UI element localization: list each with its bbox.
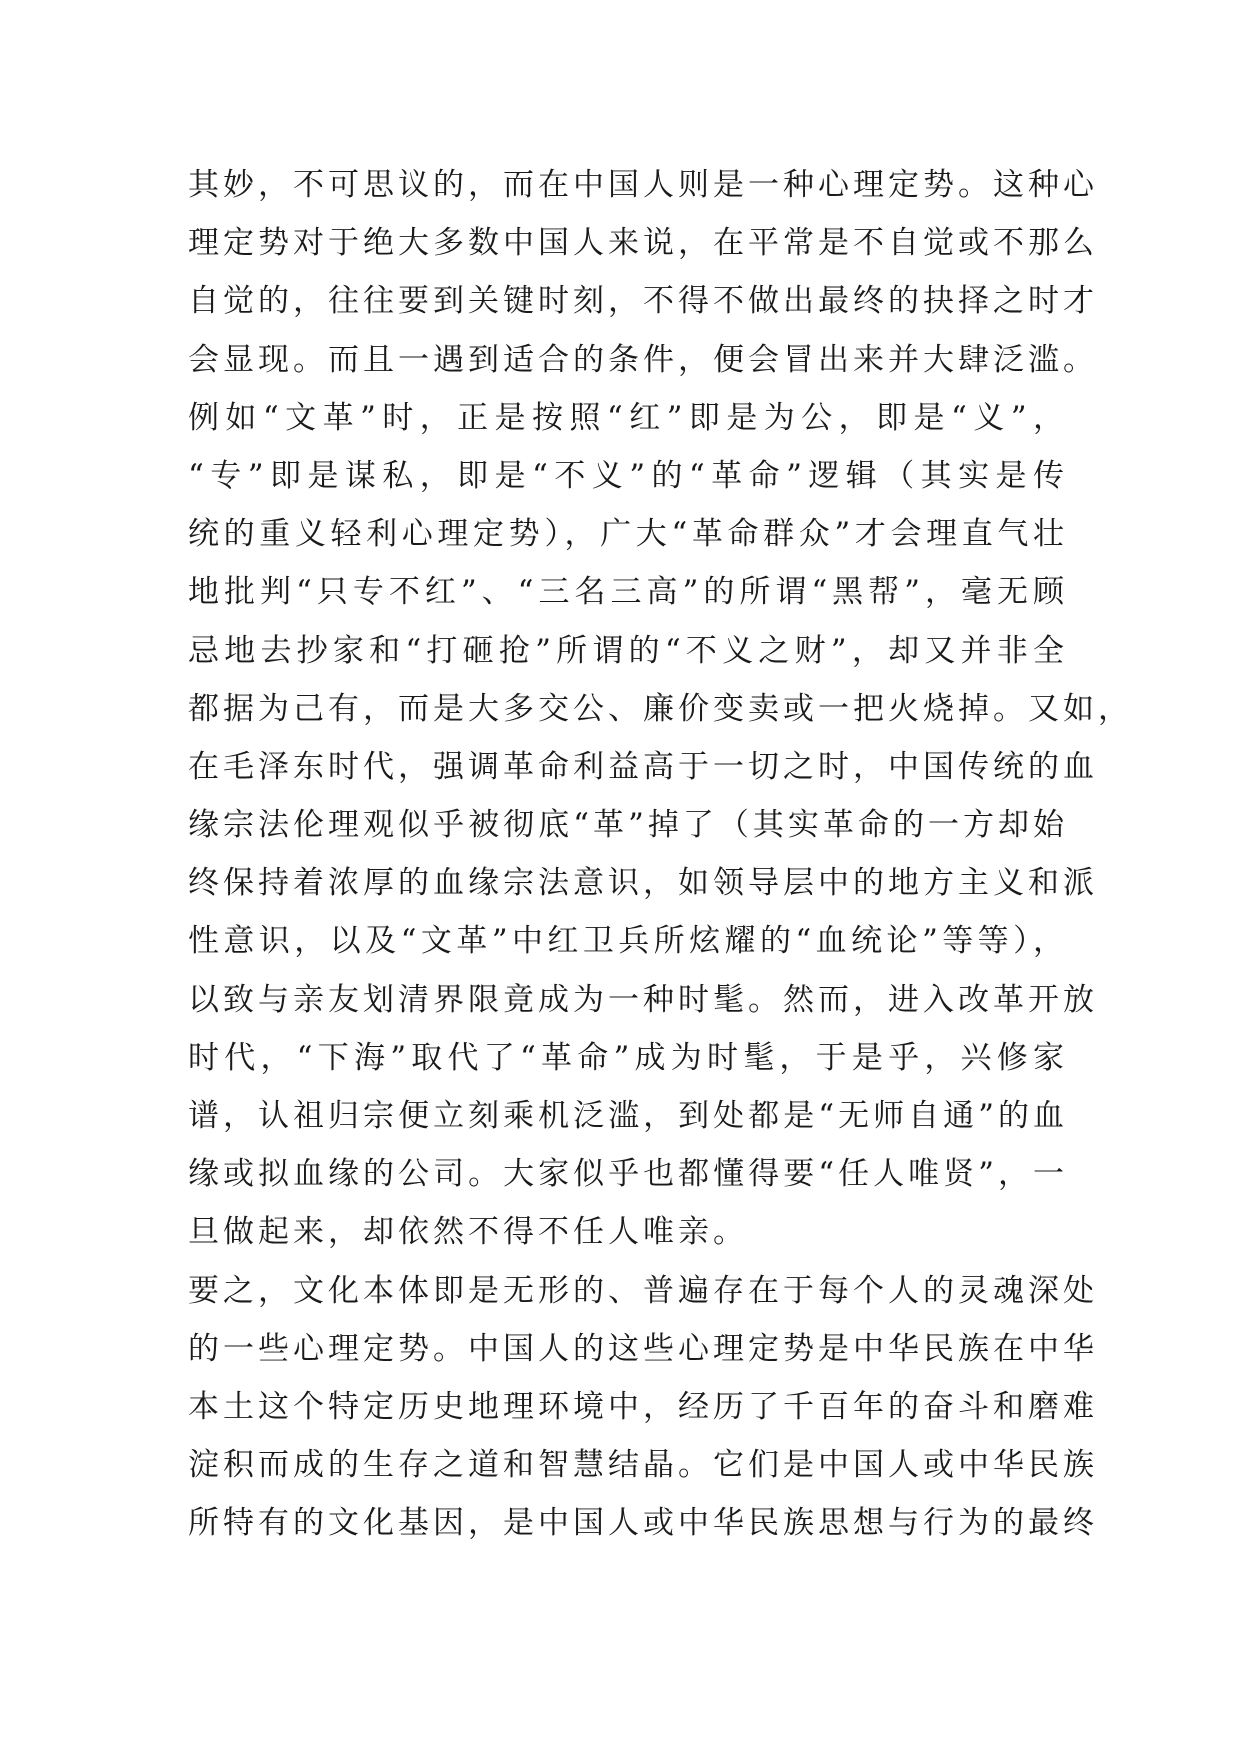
text-line: 其妙，不可思议的，而在中国人则是一种心理定势。这种心: [188, 167, 1098, 203]
text-line: 理定势对于绝大多数中国人来说，在平常是不自觉或不那么: [188, 225, 1098, 262]
text-line: 所特有的文化基因，是中国人或中华民族思想与行为的最终: [188, 1505, 1098, 1542]
text-line: 旦做起来，却依然不得不任人唯亲。: [188, 1214, 748, 1251]
document-body: [188, 156, 1133, 1553]
text-line: 缘或拟血缘的公司。大家似乎也都懂得要“任人唯贤”，一: [188, 1156, 1068, 1193]
text-line: 本土这个特定历史地理环境中，经历了千百年的奋斗和磨难: [188, 1388, 1098, 1425]
text-line: 都据为己有，而是大多交公、廉价变卖或一把火烧掉。又如，: [188, 690, 1133, 727]
text-line: 统的重义轻利心理定势），广大“革命群众”才会理直气壮: [188, 516, 1068, 553]
text-line: 要之，文化本体即是无形的、普遍存在于每个人的灵魂深处: [188, 1272, 1098, 1309]
text-line: 地批判“只专不红”、“三名三高”的所谓“黑帮”，毫无顾: [188, 574, 1068, 611]
text-line: 自觉的，往往要到关键时刻，不得不做出最终的抉择之时才: [188, 283, 1098, 320]
text-line: 性意识，以及“文革”中红卫兵所炫耀的“血统论”等等），: [188, 923, 1068, 960]
text-line: 淀积而成的生存之道和智慧结晶。它们是中国人或中华民族: [188, 1447, 1098, 1484]
text-line: 的一些心理定势。中国人的这些心理定势是中华民族在中华: [188, 1330, 1098, 1367]
paragraph: [188, 156, 1133, 1262]
text-line: 在毛泽东时代，强调革命利益高于一切之时，中国传统的血: [188, 748, 1098, 785]
text-line: 终保持着浓厚的血缘宗法意识，如领导层中的地方主义和派: [188, 865, 1098, 902]
text-line: 以致与亲友划清界限竟成为一种时髦。然而，进入改革开放: [188, 981, 1098, 1018]
text-line: 时代，“下海”取代了“革命”成为时髦，于是乎，兴修家: [188, 1039, 1068, 1076]
text-line: 忌地去抄家和“打砸抢”所谓的“不义之财”，却又并非全: [188, 632, 1068, 669]
text-line: 会显现。而且一遇到适合的条件，便会冒出来并大肆泛滥。: [188, 341, 1098, 378]
text-line: 缘宗法伦理观似乎被彻底“革”掉了（其实革命的一方却始: [188, 807, 1068, 844]
text-line: “专”即是谋私，即是“不义”的“革命”逻辑（其实是传: [188, 457, 1068, 494]
text-line: 谱，认祖归宗便立刻乘机泛滥，到处都是“无师自通”的血: [188, 1098, 1068, 1134]
paragraph: [188, 1262, 1098, 1553]
text-line: 例如“文革”时，正是按照“红”即是为公，即是“义”，: [188, 399, 1068, 436]
